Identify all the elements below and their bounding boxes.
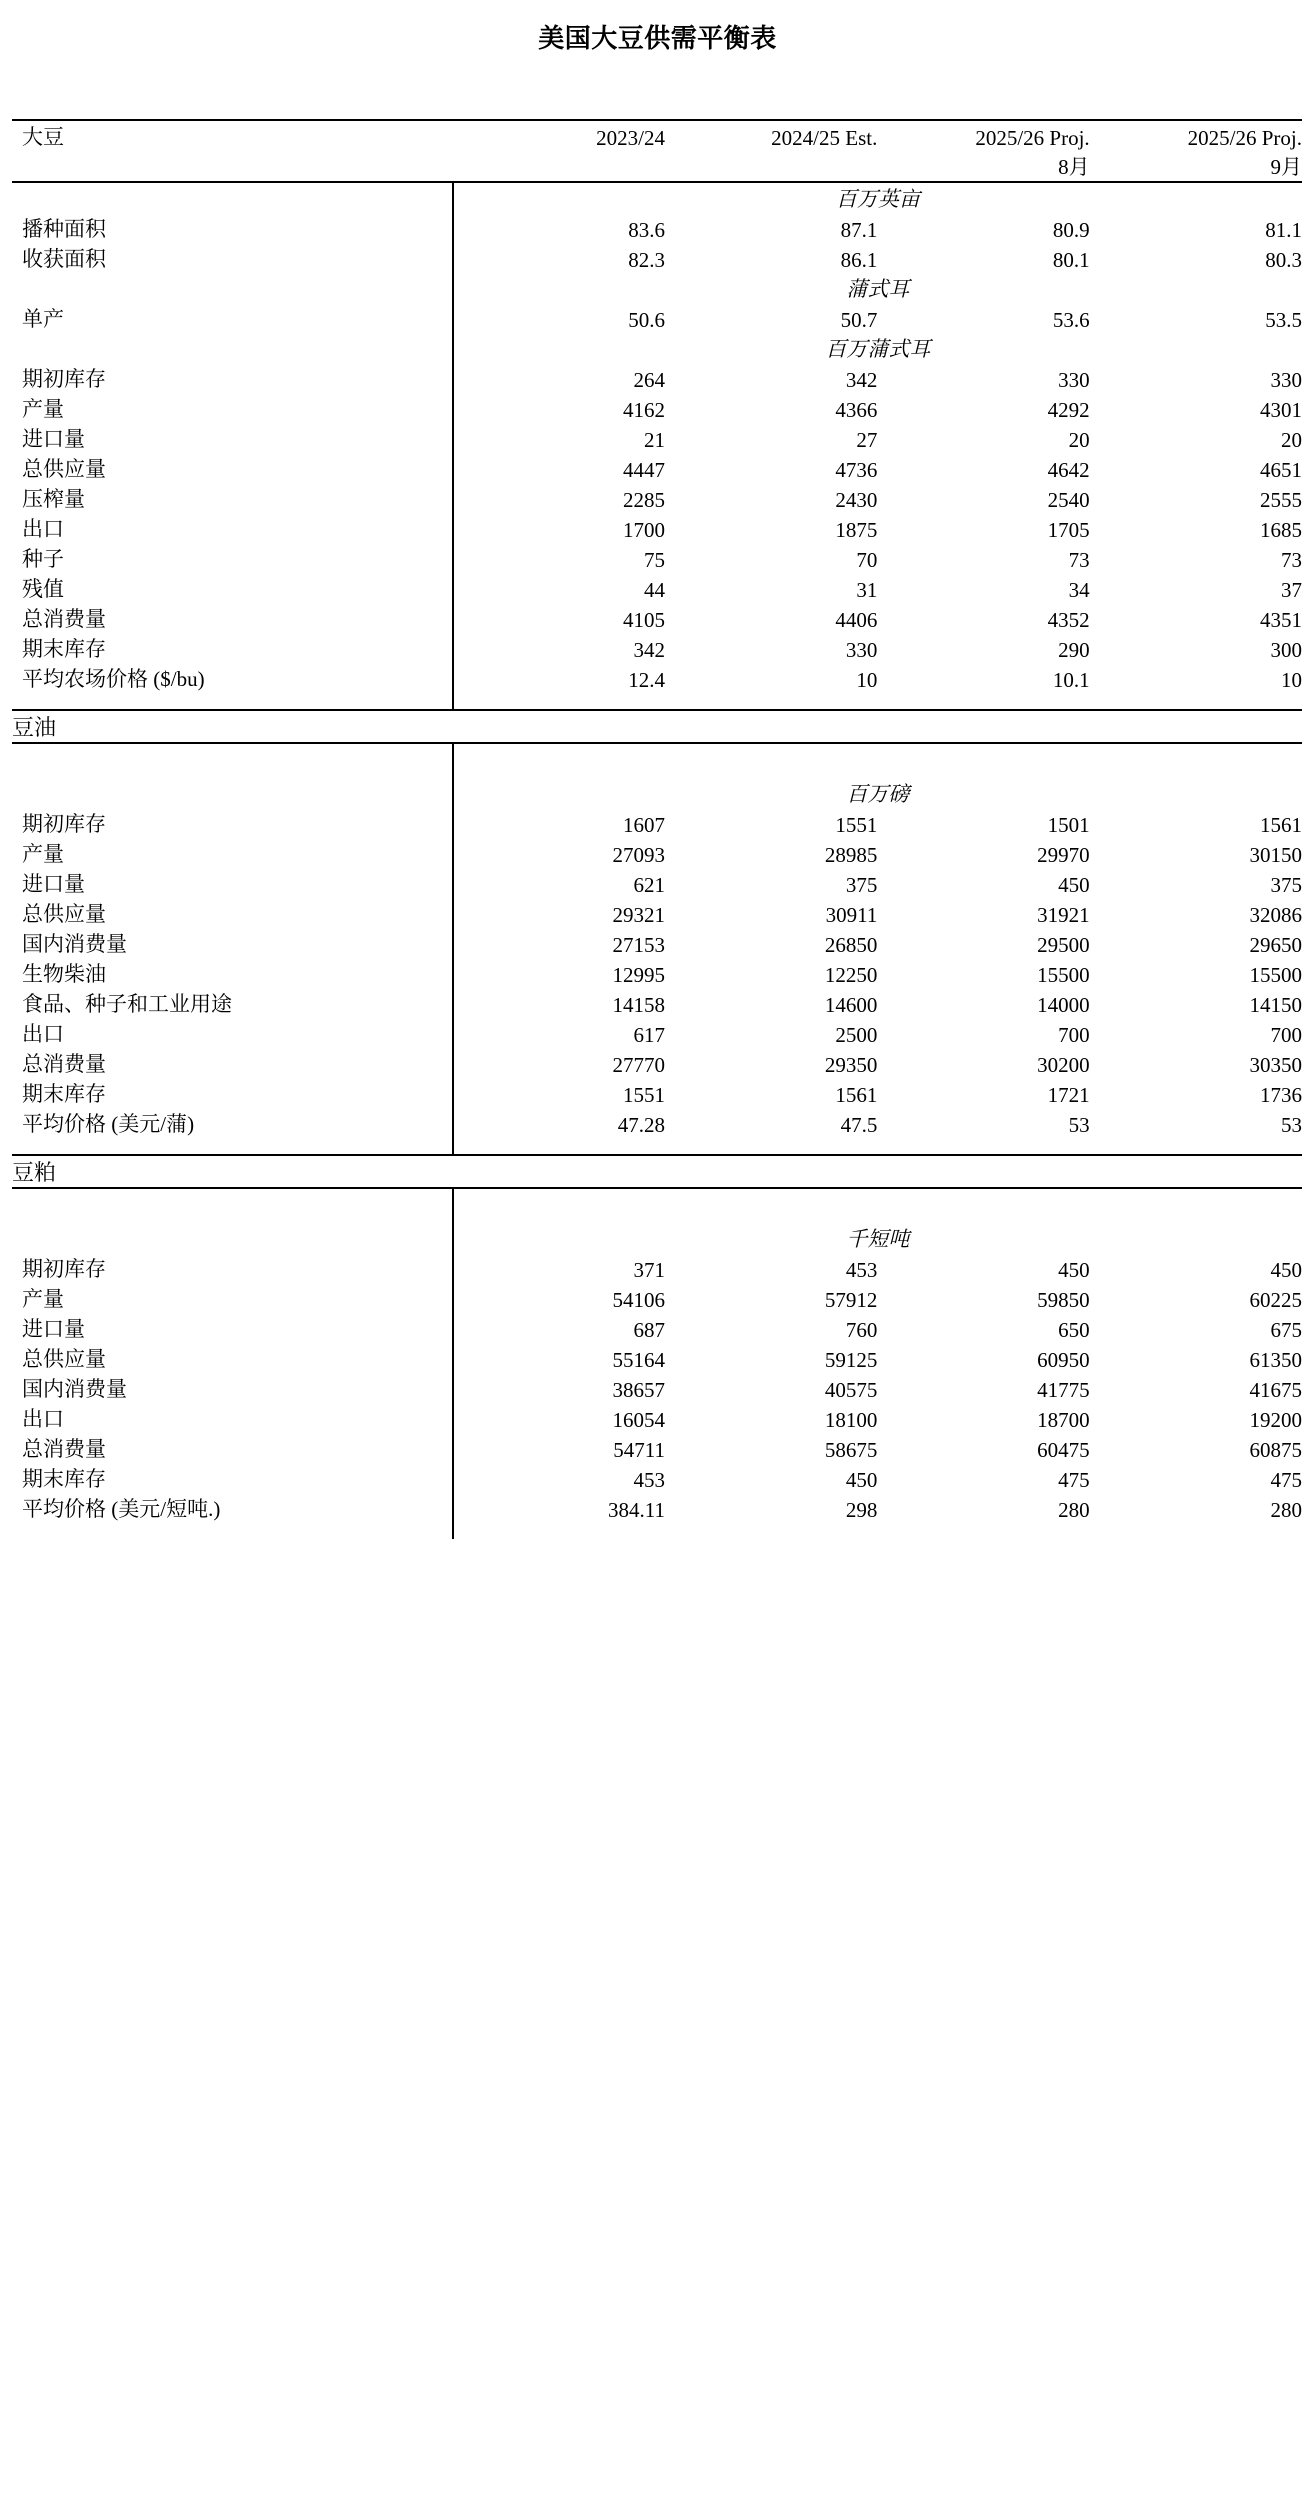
cell-value: 47.5: [840, 1113, 878, 1137]
cell-value: 650: [1058, 1318, 1090, 1342]
section-title-pad: [877, 1155, 1089, 1188]
cell-value: 81.1: [1265, 218, 1302, 242]
table-row: [12, 1463, 1302, 1493]
cell-value: 50.6: [453, 303, 665, 333]
row-label: 食品、种子和工业用途: [22, 992, 232, 1016]
spacer-cell: [12, 61, 453, 120]
cell-value: 10: [1281, 668, 1302, 692]
table-row: [12, 513, 1302, 543]
cell-value: 80.1: [1052, 248, 1090, 272]
row-label: 总消费量: [22, 607, 106, 631]
row-label: 产量: [22, 397, 64, 421]
section-title-label: 豆油: [12, 715, 57, 740]
table-row: [12, 928, 1302, 958]
section-title-pad: [453, 1155, 665, 1188]
cell-value: 30350: [1249, 1053, 1302, 1077]
cell-value: 32086: [1249, 903, 1302, 927]
cell-value: 26850: [824, 933, 878, 957]
unit-caption-pad: [12, 273, 453, 303]
unit-caption-row: [12, 778, 1302, 808]
row-label-header-sub: [12, 151, 453, 181]
cell-value: 73: [1068, 548, 1090, 572]
cell-value: 70: [856, 548, 878, 572]
cell-value: 4642: [1047, 458, 1090, 482]
table-row: [12, 868, 1302, 898]
cell-value: 342: [453, 633, 665, 663]
table-row: [12, 603, 1302, 633]
row-label: 播种面积: [22, 217, 106, 241]
gap-cell: [665, 1189, 877, 1223]
cell-value: 14000: [1037, 993, 1090, 1017]
cell-value: 12995: [453, 958, 665, 988]
column-subheader-3: 8月: [1058, 155, 1090, 179]
table-row: [12, 1493, 1302, 1523]
row-label: 国内消费量: [22, 932, 127, 956]
cell-value: 54106: [453, 1283, 665, 1313]
cell-value: 450: [1058, 1258, 1090, 1282]
cell-value: 617: [453, 1018, 665, 1048]
cell-value: 60225: [1249, 1288, 1302, 1312]
cell-value: 342: [845, 368, 878, 392]
gap-cell: [1090, 744, 1302, 778]
row-label: 国内消费量: [22, 1377, 127, 1401]
row-label: 期末库存: [22, 637, 106, 661]
cell-value: 73: [1281, 548, 1302, 572]
cell-value: 41775: [1037, 1378, 1090, 1402]
unit-caption-row: [12, 182, 1302, 213]
cell-value: 60950: [1037, 1348, 1090, 1372]
pad-cell: [12, 693, 453, 709]
pad-cell: [665, 1138, 877, 1154]
table-row: [12, 453, 1302, 483]
row-label: 进口量: [22, 427, 85, 451]
row-label: 期末库存: [22, 1082, 106, 1106]
table-row: [12, 1313, 1302, 1343]
cell-value: 280: [1058, 1498, 1090, 1522]
cell-value: 1700: [453, 513, 665, 543]
spacer-cell: [1090, 61, 1302, 120]
row-label: 平均农场价格 ($/bu): [22, 667, 205, 691]
cell-value: 1736: [1260, 1083, 1302, 1107]
table-row: [12, 303, 1302, 333]
cell-value: 29970: [1037, 843, 1090, 867]
unit-caption-row: [12, 333, 1302, 363]
cell-value: 27: [856, 428, 878, 452]
table-row: [12, 663, 1302, 693]
cell-value: 621: [453, 868, 665, 898]
cell-value: 60475: [1037, 1438, 1090, 1462]
cell-value: 375: [1270, 873, 1302, 897]
unit-caption: 百万磅: [453, 778, 1302, 808]
top-spacer: [12, 61, 1302, 120]
pad-cell: [1090, 1138, 1302, 1154]
cell-value: 59125: [824, 1348, 878, 1372]
pad-cell: [877, 1138, 1089, 1154]
table-row: [12, 243, 1302, 273]
cell-value: 264: [453, 363, 665, 393]
cell-value: 60875: [1249, 1438, 1302, 1462]
spacer-cell: [665, 61, 877, 120]
cell-value: 38657: [453, 1373, 665, 1403]
gap-cell: [665, 744, 877, 778]
cell-value: 4366: [835, 398, 878, 422]
cell-value: 15500: [1249, 963, 1302, 987]
column-subheader-4: 9月: [1270, 155, 1302, 179]
row-label: 出口: [22, 1407, 64, 1431]
cell-value: 53: [1281, 1113, 1302, 1137]
cell-value: 4651: [1260, 458, 1302, 482]
unit-caption: 百万蒲式耳: [453, 333, 1302, 363]
cell-value: 4162: [453, 393, 665, 423]
pad-cell: [12, 1523, 453, 1539]
spacer-cell: [877, 61, 1089, 120]
cell-value: 30200: [1037, 1053, 1090, 1077]
section-title-soybean-meal: [12, 1155, 1302, 1188]
gap-cell: [453, 1189, 665, 1223]
cell-value: 687: [453, 1313, 665, 1343]
pad-cell: [12, 1138, 453, 1154]
table-row: [12, 838, 1302, 868]
table-row: [12, 1078, 1302, 1108]
table-row: [12, 1018, 1302, 1048]
section-gap-soybean-meal: [12, 1189, 1302, 1223]
pad-cell: [453, 1138, 665, 1154]
pad-cell: [453, 1523, 665, 1539]
cell-value: 55164: [453, 1343, 665, 1373]
cell-value: 21: [453, 423, 665, 453]
table-row: [12, 363, 1302, 393]
table-row: [12, 808, 1302, 838]
cell-value: 1705: [1047, 518, 1090, 542]
section-title-label: 豆粕: [12, 1160, 57, 1185]
cell-value: 44: [453, 573, 665, 603]
cell-value: 371: [453, 1253, 665, 1283]
cell-value: 20: [1281, 428, 1302, 452]
cell-value: 453: [453, 1463, 665, 1493]
table-row: [12, 393, 1302, 423]
table-row: [12, 1048, 1302, 1078]
supply-demand-table: [12, 61, 1302, 1539]
unit-caption-row: [12, 1223, 1302, 1253]
cell-value: 2285: [453, 483, 665, 513]
cell-value: 4406: [835, 608, 878, 632]
cell-value: 2540: [1047, 488, 1090, 512]
cell-value: 58675: [824, 1438, 878, 1462]
cell-value: 80.3: [1265, 248, 1302, 272]
cell-value: 37: [1281, 578, 1302, 602]
pad-cell: [665, 1523, 877, 1539]
column-subheader-1: [453, 151, 665, 181]
cell-value: 20: [1068, 428, 1090, 452]
cell-value: 30911: [825, 903, 878, 927]
column-header-row-1: [12, 121, 1302, 151]
cell-value: 280: [1270, 1498, 1302, 1522]
cell-value: 330: [1058, 368, 1090, 392]
cell-value: 4301: [1260, 398, 1302, 422]
cell-value: 1561: [1260, 813, 1302, 837]
table-row: [12, 1433, 1302, 1463]
table-row: [12, 543, 1302, 573]
cell-value: 10.1: [1052, 668, 1090, 692]
row-label-header: 大豆: [22, 125, 64, 149]
cell-value: 475: [1058, 1468, 1090, 1492]
pad-cell: [877, 693, 1089, 709]
row-label: 期末库存: [22, 1467, 106, 1491]
cell-value: 330: [1270, 368, 1302, 392]
table-row: [12, 1283, 1302, 1313]
column-header-3: 2025/26 Proj.: [975, 126, 1090, 150]
section-title-pad: [665, 1155, 877, 1188]
row-label: 进口量: [22, 872, 85, 896]
table-row: [12, 1373, 1302, 1403]
table-row: [12, 1403, 1302, 1433]
cell-value: 53.6: [1052, 308, 1090, 332]
section-bottom-pad: [12, 1523, 1302, 1539]
row-label: 总消费量: [22, 1437, 106, 1461]
row-label: 期初库存: [22, 812, 106, 836]
cell-value: 450: [1270, 1258, 1302, 1282]
row-label: 出口: [22, 1022, 64, 1046]
section-title-soybean-oil: [12, 710, 1302, 743]
pad-cell: [453, 693, 665, 709]
cell-value: 14158: [453, 988, 665, 1018]
unit-caption-pad: [12, 778, 453, 808]
cell-value: 87.1: [840, 218, 878, 242]
cell-value: 2500: [835, 1023, 878, 1047]
cell-value: 59850: [1037, 1288, 1090, 1312]
unit-caption-row: [12, 273, 1302, 303]
cell-value: 384.11: [453, 1493, 665, 1523]
cell-value: 1501: [1047, 813, 1090, 837]
unit-caption: 蒲式耳: [453, 273, 1302, 303]
unit-caption-pad: [12, 333, 453, 363]
row-label: 平均价格 (美元/蒲): [22, 1112, 195, 1136]
cell-value: 29650: [1249, 933, 1302, 957]
row-label: 总消费量: [22, 1052, 106, 1076]
cell-value: 1875: [835, 518, 878, 542]
cell-value: 15500: [1037, 963, 1090, 987]
table-row: [12, 1253, 1302, 1283]
cell-value: 10: [856, 668, 878, 692]
column-header-2: 2024/25 Est.: [771, 126, 878, 150]
cell-value: 57912: [824, 1288, 878, 1312]
cell-value: 298: [845, 1498, 878, 1522]
row-label: 进口量: [22, 1317, 85, 1341]
section-title-pad: [665, 710, 877, 743]
cell-value: 4447: [453, 453, 665, 483]
gap-cell: [453, 744, 665, 778]
cell-value: 12250: [824, 963, 878, 987]
row-label: 生物柴油: [22, 962, 106, 986]
section-title-pad: [453, 710, 665, 743]
row-label: 期初库存: [22, 367, 106, 391]
cell-value: 40575: [824, 1378, 878, 1402]
cell-value: 18700: [1037, 1408, 1090, 1432]
cell-value: 61350: [1249, 1348, 1302, 1372]
column-subheader-2: [665, 151, 877, 181]
cell-value: 31: [856, 578, 878, 602]
row-label: 产量: [22, 842, 64, 866]
cell-value: 4352: [1047, 608, 1090, 632]
column-header-1: 2023/24: [596, 126, 665, 150]
table-row: [12, 988, 1302, 1018]
cell-value: 29321: [453, 898, 665, 928]
cell-value: 53: [1068, 1113, 1090, 1137]
table-row: [12, 633, 1302, 663]
cell-value: 1607: [453, 808, 665, 838]
section-title-pad: [877, 710, 1089, 743]
cell-value: 4736: [835, 458, 878, 482]
cell-value: 80.9: [1052, 218, 1090, 242]
row-label: 总供应量: [22, 902, 106, 926]
cell-value: 330: [845, 638, 878, 662]
cell-value: 47.28: [453, 1108, 665, 1138]
cell-value: 700: [1270, 1023, 1302, 1047]
cell-value: 16054: [453, 1403, 665, 1433]
table-row: [12, 898, 1302, 928]
row-label: 总供应量: [22, 1347, 106, 1371]
table-row: [12, 423, 1302, 453]
gap-cell: [12, 744, 453, 778]
row-label: 平均价格 (美元/短吨.): [22, 1497, 221, 1521]
cell-value: 27770: [453, 1048, 665, 1078]
gap-cell: [877, 744, 1089, 778]
cell-value: 27093: [453, 838, 665, 868]
row-label: 种子: [22, 547, 64, 571]
table-row: [12, 958, 1302, 988]
cell-value: 290: [1058, 638, 1090, 662]
table-row: [12, 1108, 1302, 1138]
cell-value: 27153: [453, 928, 665, 958]
gap-cell: [1090, 1189, 1302, 1223]
cell-value: 12.4: [453, 663, 665, 693]
cell-value: 28985: [824, 843, 878, 867]
cell-value: 14600: [824, 993, 878, 1017]
cell-value: 700: [1058, 1023, 1090, 1047]
cell-value: 453: [845, 1258, 878, 1282]
cell-value: 1685: [1260, 518, 1302, 542]
cell-value: 83.6: [453, 213, 665, 243]
table-row: [12, 1343, 1302, 1373]
cell-value: 86.1: [840, 248, 878, 272]
section-bottom-pad: [12, 693, 1302, 709]
unit-caption: 千短吨: [453, 1223, 1302, 1253]
cell-value: 29350: [824, 1053, 878, 1077]
pad-cell: [1090, 1523, 1302, 1539]
cell-value: 1551: [453, 1078, 665, 1108]
cell-value: 450: [845, 1468, 878, 1492]
cell-value: 54711: [453, 1433, 665, 1463]
cell-value: 760: [845, 1318, 878, 1342]
cell-value: 375: [845, 873, 878, 897]
cell-value: 475: [1270, 1468, 1302, 1492]
cell-value: 1721: [1047, 1083, 1090, 1107]
spacer-cell: [453, 61, 665, 120]
cell-value: 300: [1270, 638, 1302, 662]
cell-value: 75: [453, 543, 665, 573]
cell-value: 29500: [1037, 933, 1090, 957]
cell-value: 41675: [1249, 1378, 1302, 1402]
cell-value: 34: [1068, 578, 1090, 602]
pad-cell: [1090, 693, 1302, 709]
section-bottom-pad: [12, 1138, 1302, 1154]
pad-cell: [665, 693, 877, 709]
table-row: [12, 573, 1302, 603]
table-row: [12, 483, 1302, 513]
cell-value: 2430: [835, 488, 878, 512]
row-label: 总供应量: [22, 457, 106, 481]
row-label: 残值: [22, 577, 64, 601]
cell-value: 50.7: [840, 308, 878, 332]
column-header-4: 2025/26 Proj.: [1187, 126, 1302, 150]
cell-value: 14150: [1249, 993, 1302, 1017]
section-title-pad: [1090, 1155, 1302, 1188]
cell-value: 18100: [824, 1408, 878, 1432]
cell-value: 675: [1270, 1318, 1302, 1342]
cell-value: 19200: [1249, 1408, 1302, 1432]
unit-caption-pad: [12, 1223, 453, 1253]
row-label: 期初库存: [22, 1257, 106, 1281]
cell-value: 1551: [835, 813, 878, 837]
cell-value: 1561: [835, 1083, 878, 1107]
row-label: 产量: [22, 1287, 64, 1311]
row-label: 压榨量: [22, 487, 85, 511]
cell-value: 4105: [453, 603, 665, 633]
pad-cell: [877, 1523, 1089, 1539]
cell-value: 30150: [1249, 843, 1302, 867]
cell-value: 4351: [1260, 608, 1302, 632]
table-row: [12, 213, 1302, 243]
column-header-row-2: [12, 151, 1302, 181]
unit-caption-pad: [12, 182, 453, 213]
unit-caption: 百万英亩: [453, 182, 1302, 213]
cell-value: 2555: [1260, 488, 1302, 512]
cell-value: 82.3: [453, 243, 665, 273]
cell-value: 450: [1058, 873, 1090, 897]
page-title: 美国大豆供需平衡表: [538, 24, 777, 53]
row-label: 收获面积: [22, 247, 106, 271]
gap-cell: [877, 1189, 1089, 1223]
section-title-pad: [1090, 710, 1302, 743]
gap-cell: [12, 1189, 453, 1223]
cell-value: 4292: [1047, 398, 1090, 422]
row-label: 出口: [22, 517, 64, 541]
cell-value: 53.5: [1265, 308, 1302, 332]
cell-value: 31921: [1037, 903, 1090, 927]
row-label: 单产: [22, 307, 64, 331]
section-gap-soybean-oil: [12, 744, 1302, 778]
